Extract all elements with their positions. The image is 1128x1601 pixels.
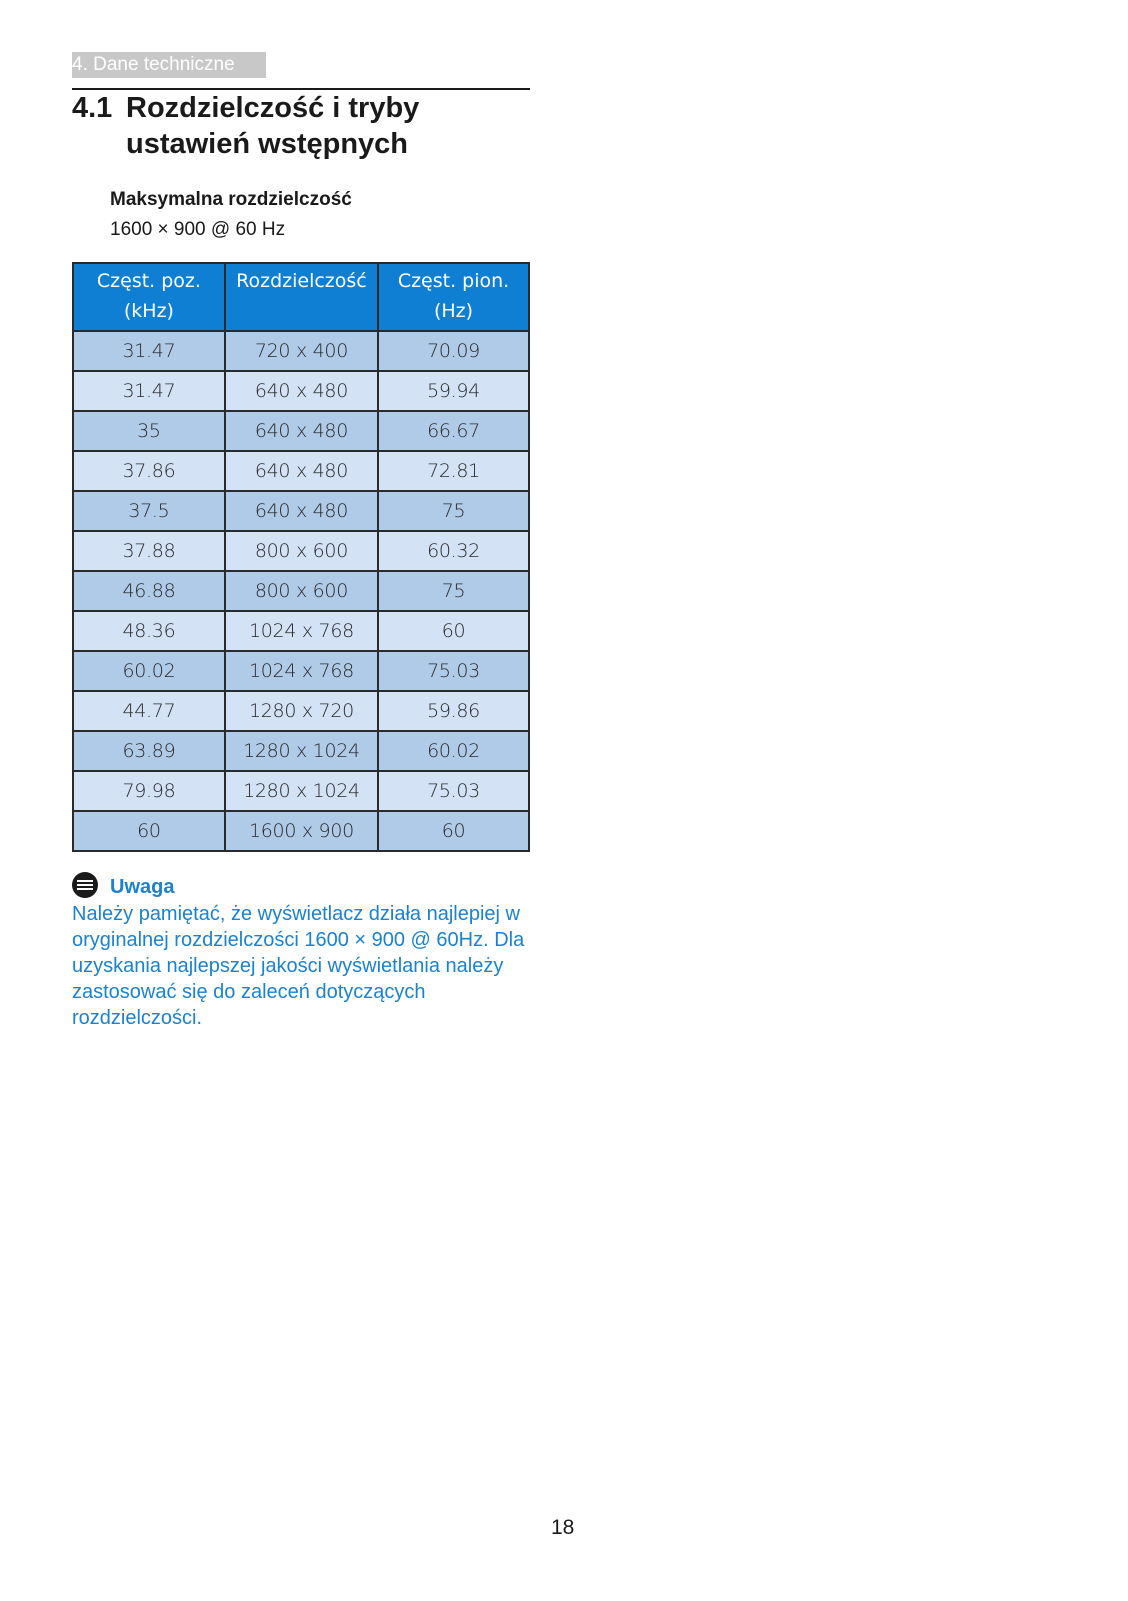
cell-vfreq: 75 — [378, 491, 529, 531]
cell-resolution: 1280 x 1024 — [225, 771, 378, 811]
cell-resolution: 800 x 600 — [225, 571, 378, 611]
note-icon — [72, 872, 98, 898]
table-row — [73, 811, 529, 851]
table-row — [73, 491, 529, 531]
cell-vfreq: 59.94 — [378, 371, 529, 411]
cell-resolution: 800 x 600 — [225, 531, 378, 571]
header-vertical-frequency: Częst. pion. (Hz) — [378, 263, 529, 331]
cell-resolution: 1024 x 768 — [225, 651, 378, 691]
cell-hfreq: 35 — [73, 411, 225, 451]
section-tab: 4. Dane techniczne — [72, 52, 266, 78]
max-resolution-label: Maksymalna rozdzielczość — [110, 189, 352, 210]
cell-resolution: 1600 x 900 — [225, 811, 378, 851]
table-row — [73, 771, 529, 811]
table-row — [73, 371, 529, 411]
cell-hfreq: 60.02 — [73, 651, 225, 691]
header-horizontal-frequency: Częst. poz. (kHz) — [73, 263, 225, 331]
cell-hfreq: 44.77 — [73, 691, 225, 731]
cell-vfreq: 60 — [378, 611, 529, 651]
cell-resolution: 640 x 480 — [225, 451, 378, 491]
heading-number: 4.1 — [72, 92, 113, 124]
cell-vfreq: 75 — [378, 571, 529, 611]
cell-resolution: 1280 x 720 — [225, 691, 378, 731]
cell-hfreq: 31.47 — [73, 331, 225, 371]
cell-vfreq: 75.03 — [378, 651, 529, 691]
table-row — [73, 651, 529, 691]
cell-resolution: 1024 x 768 — [225, 611, 378, 651]
cell-vfreq: 66.67 — [378, 411, 529, 451]
table-row — [73, 571, 529, 611]
cell-hfreq: 37.86 — [73, 451, 225, 491]
cell-hfreq: 63.89 — [73, 731, 225, 771]
page-title: Rozdzielczość i tryby ustawień wstępnych — [126, 92, 420, 160]
cell-resolution: 640 x 480 — [225, 411, 378, 451]
note-body: Należy pamiętać, że wyświetlacz działa najlepiej w oryginalnej rozdzielczości 1600 × 900 @ 60Hz. Dla uzyskania najlepszej jakości wyświetlania należy zastosować się do zaleceń dotyczących rozdzielczości. — [72, 903, 525, 1029]
cell-hfreq: 37.88 — [73, 531, 225, 571]
cell-hfreq: 46.88 — [73, 571, 225, 611]
table-row — [73, 691, 529, 731]
cell-hfreq: 60 — [73, 811, 225, 851]
table-row — [73, 331, 529, 371]
cell-resolution: 640 x 480 — [225, 371, 378, 411]
page-number: 18 — [551, 1516, 575, 1539]
note-title: Uwaga — [110, 876, 175, 898]
table-row — [73, 731, 529, 771]
cell-vfreq: 60 — [378, 811, 529, 851]
cell-resolution: 720 x 400 — [225, 331, 378, 371]
cell-resolution: 1280 x 1024 — [225, 731, 378, 771]
table-row — [73, 451, 529, 491]
table-row — [73, 411, 529, 451]
cell-vfreq: 59.86 — [378, 691, 529, 731]
max-resolution-value: 1600 × 900 @ 60 Hz — [110, 219, 286, 240]
header-resolution: Rozdzielczość — [225, 263, 378, 331]
cell-hfreq: 37.5 — [73, 491, 225, 531]
cell-hfreq: 79.98 — [73, 771, 225, 811]
resolution-table — [72, 262, 530, 852]
table-header-row — [73, 263, 529, 331]
cell-hfreq: 48.36 — [73, 611, 225, 651]
cell-resolution: 640 x 480 — [225, 491, 378, 531]
cell-vfreq: 75.03 — [378, 771, 529, 811]
cell-vfreq: 72.81 — [378, 451, 529, 491]
table-row — [73, 611, 529, 651]
table-row — [73, 531, 529, 571]
cell-hfreq: 31.47 — [73, 371, 225, 411]
cell-vfreq: 60.02 — [378, 731, 529, 771]
cell-vfreq: 60.32 — [378, 531, 529, 571]
cell-vfreq: 70.09 — [378, 331, 529, 371]
